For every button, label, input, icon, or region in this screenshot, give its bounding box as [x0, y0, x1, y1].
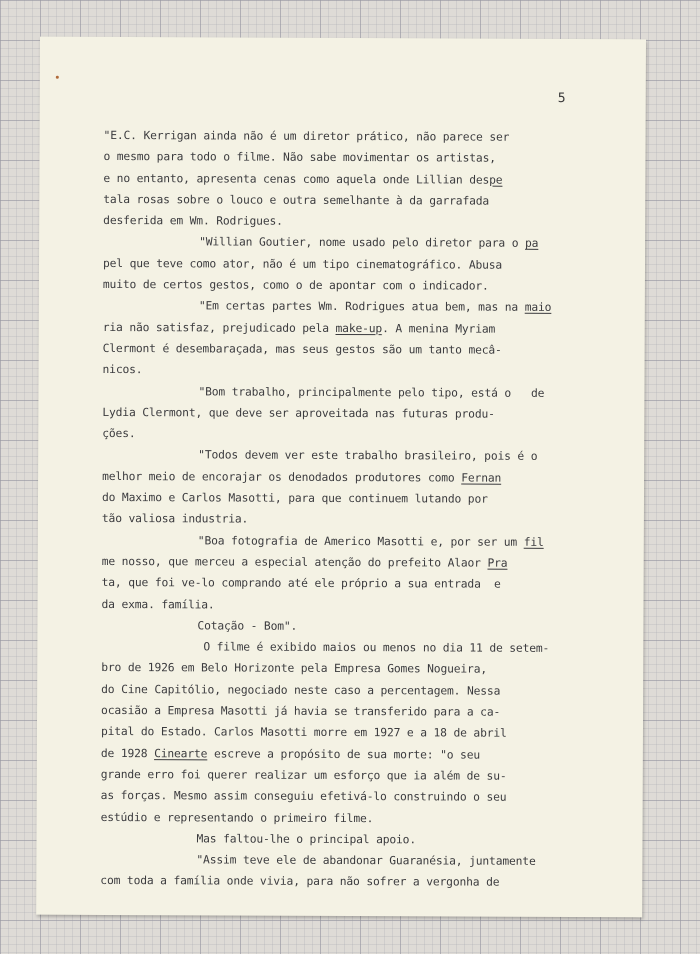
underlined-text: make-up [335, 321, 383, 335]
text-run: tala rosas sobre o louco e outra semelhante à da garrafada [103, 192, 490, 208]
text-run: "Bom trabalho, principalmente pelo tipo, está o de [198, 384, 545, 400]
text-run: "E.C. Kerrigan ainda não é um diretor prático, não parece ser [103, 128, 510, 144]
text-line [104, 125, 604, 148]
text-line [102, 402, 602, 425]
text-run: pel que teve como ator, não é um tipo cinematográfico. Abusa [102, 256, 503, 272]
text-line [103, 168, 603, 191]
text-run: "Willian Goutier, nome usado pelo diretor para o [199, 235, 526, 251]
paper-speck [56, 76, 59, 79]
body-text [100, 125, 603, 894]
text-run: o mesmo para todo o filme. Não sabe movimentar os artistas, [103, 150, 496, 165]
text-run: e no entanto, apresenta cenas como aquela onde Lillian des [103, 171, 490, 187]
text-line [102, 381, 602, 404]
text-line [102, 551, 602, 574]
text-line [103, 146, 603, 169]
text-run: Cotação - Bom". [197, 619, 298, 633]
text-run: Lydia Clermont, que deve ser aproveitada nas futuras produ- [102, 405, 495, 421]
text-line [102, 466, 602, 489]
text-run: com toda a família onde vivia, para não sofrer a vergonha de [100, 874, 500, 890]
text-run: O filme é exibido maios ou menos no dia 11 de setem- [203, 640, 550, 656]
underlined-text: Pra [487, 556, 508, 570]
text-run: estúdio e representando o primeiro filme. [100, 810, 374, 825]
text-line [101, 785, 601, 808]
text-run: de 1928 [100, 746, 155, 760]
text-run: . A menina Myriam [382, 321, 496, 336]
underlined-text: Fernan [461, 471, 502, 485]
underlined-text: Cinearte [154, 746, 208, 761]
text-line [102, 572, 602, 595]
text-line [103, 359, 603, 382]
text-line [101, 636, 601, 659]
text-line [103, 274, 603, 297]
text-run: nicos. [102, 363, 143, 377]
text-line [102, 487, 602, 510]
text-line [100, 828, 600, 851]
page-number: 5 [557, 90, 566, 106]
text-line [101, 700, 601, 723]
underlined-text: pa [524, 237, 539, 251]
text-line [101, 679, 601, 702]
text-line [103, 317, 603, 340]
text-line [101, 721, 601, 744]
underlined-text: pe [489, 173, 503, 187]
text-run: bro de 1926 em Belo Horizonte pela Empresa Gomes Nogueira, [101, 661, 488, 677]
text-run: "Boa fotografia de Americo Masotti e, por ser um [197, 534, 524, 549]
text-run: grande erro foi querer realizar um esforço que ia além de su- [100, 767, 507, 783]
underlined-text: maio [524, 301, 552, 315]
text-run: "Todos devem ver este trabalho brasileiro, pois é o [198, 448, 538, 464]
text-run: pital do Estado. Carlos Masotti morre em 1927 e a 18 de abril [100, 725, 507, 741]
text-line [103, 189, 603, 212]
text-run: ocasião a Empresa Masotti já havia se transferido para a ca- [101, 703, 501, 719]
typewritten-page [36, 37, 646, 918]
text-run: muito de certos gestos, como o de apontar com o indicador. [102, 278, 489, 293]
text-line [101, 657, 601, 680]
text-run: desferida em Wm. Rodrigues. [103, 214, 283, 228]
text-run: Mas faltou-lhe o principal apoio. [196, 832, 417, 847]
text-line [102, 530, 602, 553]
text-run: da exma. família. [101, 597, 215, 611]
text-run: Clermont é desembaraçada, mas seus gestos são um tanto mecâ- [102, 341, 502, 357]
text-line [103, 253, 603, 276]
text-line [102, 444, 602, 467]
text-line [103, 231, 603, 254]
text-line [103, 210, 603, 233]
text-line [101, 764, 601, 787]
text-line [100, 849, 600, 872]
text-run: do Maximo e Carlos Masotti, para que continuem lutando por [101, 490, 488, 506]
text-line [102, 423, 602, 446]
text-run: "Assim teve ele de abandonar Guaranésia, juntamente [196, 853, 536, 868]
underlined-text: fil [523, 535, 544, 549]
text-run: ria não satisfaz, prejudicado pela [102, 320, 336, 335]
text-line [103, 338, 603, 361]
text-run: as forças. Mesmo assim conseguiu efetivá-lo construindo o seu [100, 789, 507, 804]
text-line [101, 743, 601, 766]
text-run: me nosso, que merceu a especial atenção do prefeito Alaor [101, 554, 488, 570]
text-line [100, 870, 600, 893]
text-run: ta, que foi ve-lo comprando até ele próprio a sua entrada e [101, 576, 501, 591]
text-run: tão valiosa industria. [101, 512, 249, 526]
text-run: escreve a propósito de sua morte: "o seu [207, 747, 481, 762]
text-run: melhor meio de encorajar os denodados produtores como [102, 469, 462, 485]
text-line [102, 508, 602, 531]
text-line [101, 615, 601, 638]
text-line [101, 806, 601, 829]
text-run: do Cine Capitólio, negociado neste caso a percentagem. Nessa [101, 682, 501, 698]
text-run: ções. [102, 427, 136, 441]
text-line [103, 295, 603, 318]
text-run: "Em certas partes Wm. Rodrigues atua bem, mas na [198, 299, 525, 315]
text-line [101, 593, 601, 616]
